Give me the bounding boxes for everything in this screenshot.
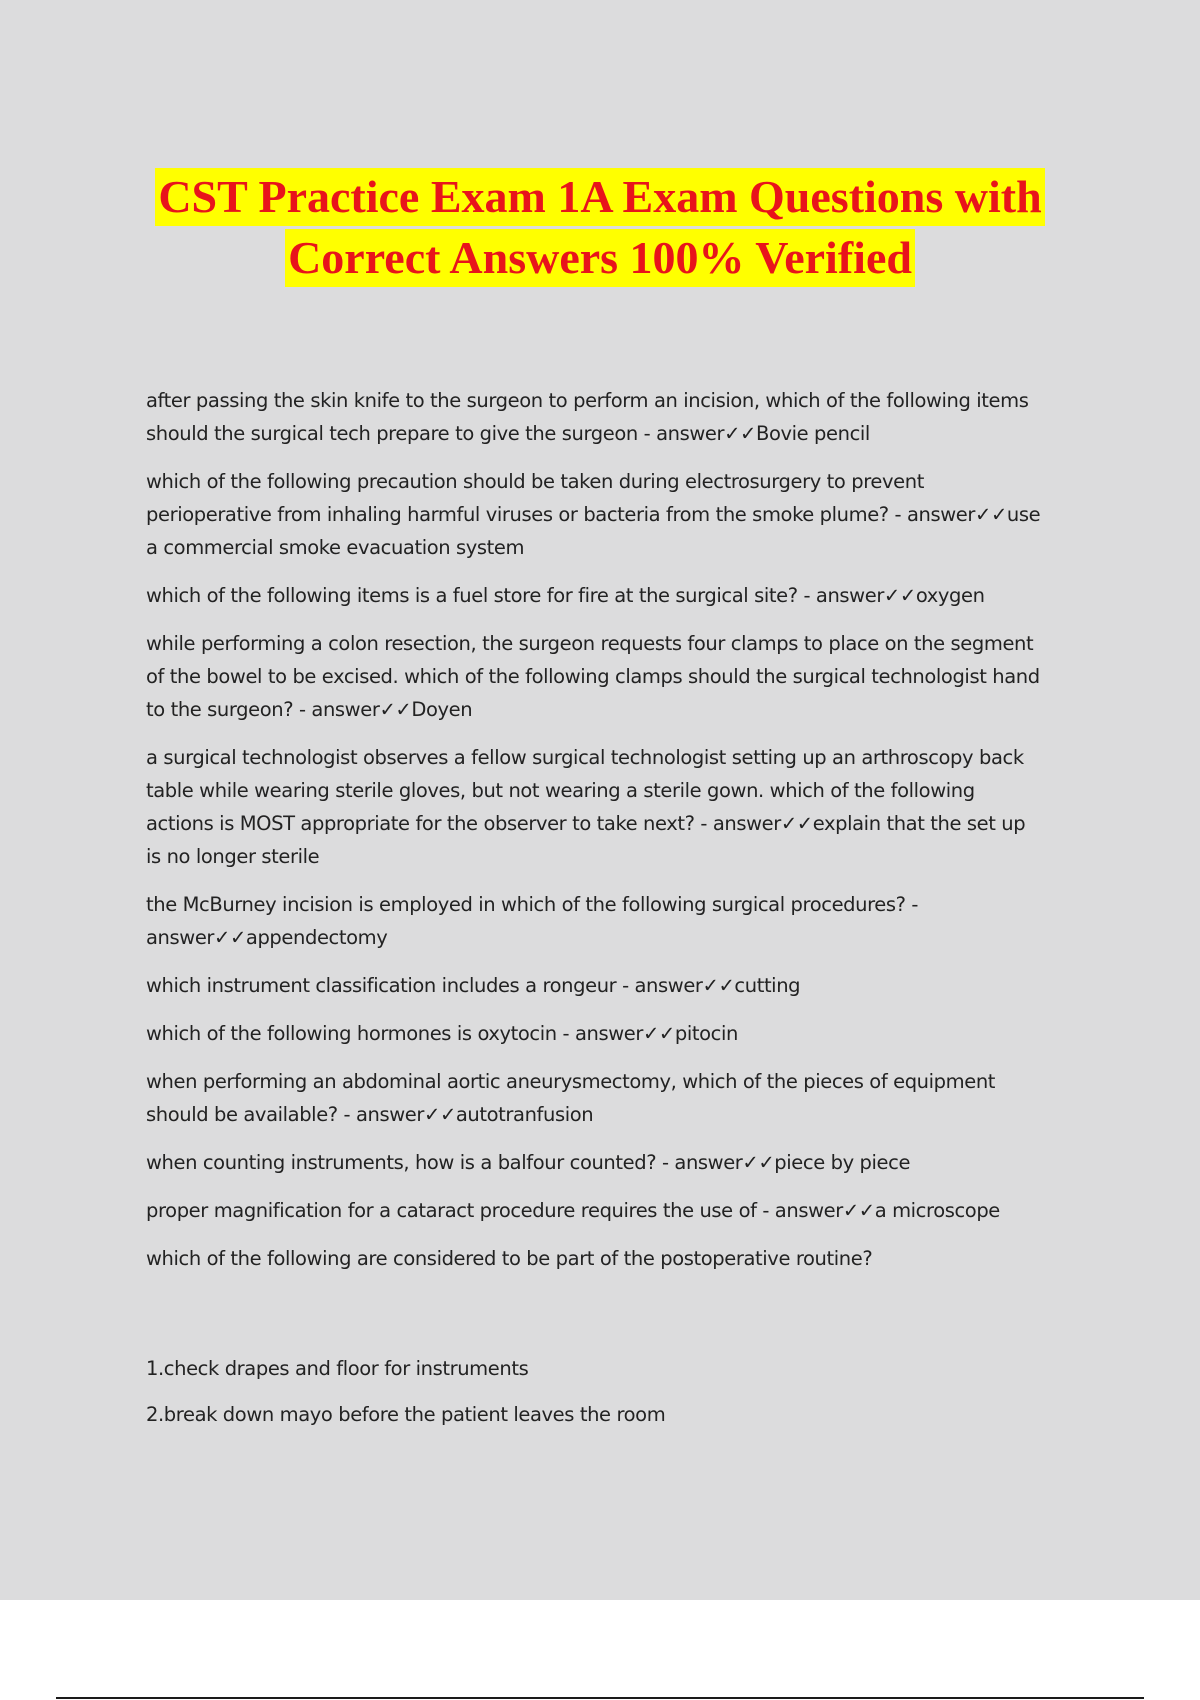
- question-entry: [146, 465, 1096, 564]
- question-list: [146, 384, 1096, 1444]
- question-entry: [146, 1017, 1096, 1050]
- entry-line: proper magnification for a cataract procedure requires the use of - answer✓✓a microscope: [146, 1199, 1000, 1222]
- entry-line: when counting instruments, how is a balfour counted? - answer✓✓piece by piece: [146, 1151, 911, 1174]
- question-entry: [146, 384, 1096, 450]
- entry-line: to the surgeon? - answer✓✓Doyen: [146, 698, 473, 721]
- question-entry: [146, 888, 1096, 954]
- question-entry: [146, 579, 1096, 612]
- routine-list-item: 2.break down mayo before the patient leaves the room: [146, 1403, 666, 1426]
- question-entry: [146, 1146, 1096, 1179]
- routine-list-item: 1.check drapes and floor for instruments: [146, 1357, 529, 1380]
- blank-spacer: [146, 1290, 1096, 1352]
- entry-line: should be available? - answer✓✓autotranfusion: [146, 1103, 594, 1126]
- question-entry: [146, 1194, 1096, 1227]
- entry-line: should the surgical tech prepare to give the surgeon - answer✓✓Bovie pencil: [146, 422, 870, 445]
- entry-line: a commercial smoke evacuation system: [146, 536, 525, 559]
- question-entry: [146, 969, 1096, 1002]
- question-entry: [146, 741, 1096, 873]
- entry-line: the McBurney incision is employed in which of the following surgical procedures? -: [146, 893, 919, 916]
- title-line-1: CST Practice Exam 1A Exam Questions with: [155, 168, 1044, 226]
- footer-divider: [56, 1697, 1144, 1699]
- entry-line: a surgical technologist observes a fellow surgical technologist setting up an arthroscopy back: [146, 746, 1024, 769]
- entry-line: which of the following are considered to be part of the postoperative routine?: [146, 1247, 873, 1270]
- question-entry: [146, 1065, 1096, 1131]
- entry-line: which of the following precaution should be taken during electrosurgery to prevent: [146, 470, 924, 493]
- entry-line: when performing an abdominal aortic aneurysmectomy, which of the pieces of equipment: [146, 1070, 996, 1093]
- entry-line: answer✓✓appendectomy: [146, 926, 388, 949]
- entry-line: after passing the skin knife to the surgeon to perform an incision, which of the following items: [146, 389, 1029, 412]
- question-entry: [146, 1242, 1096, 1275]
- entry-line: actions is MOST appropriate for the observer to take next? - answer✓✓explain that the set up: [146, 812, 1026, 835]
- entry-line: which instrument classification includes a rongeur - answer✓✓cutting: [146, 974, 801, 997]
- entry-line: is no longer sterile: [146, 845, 320, 868]
- entry-line: which of the following hormones is oxytocin - answer✓✓pitocin: [146, 1022, 738, 1045]
- document-title: [0, 168, 1200, 290]
- entry-line: perioperative from inhaling harmful viruses or bacteria from the smoke plume? - answer✓✓use: [146, 503, 1041, 526]
- title-line-2: Correct Answers 100% Verified: [285, 229, 915, 287]
- question-entry: [146, 627, 1096, 726]
- entry-line: which of the following items is a fuel store for fire at the surgical site? - answer✓✓oxygen: [146, 584, 985, 607]
- entry-line: of the bowel to be excised. which of the following clamps should the surgical technologist hand: [146, 665, 1040, 688]
- entry-line: table while wearing sterile gloves, but not wearing a sterile gown. which of the following: [146, 779, 975, 802]
- entry-line: while performing a colon resection, the surgeon requests four clamps to place on the segment: [146, 632, 1034, 655]
